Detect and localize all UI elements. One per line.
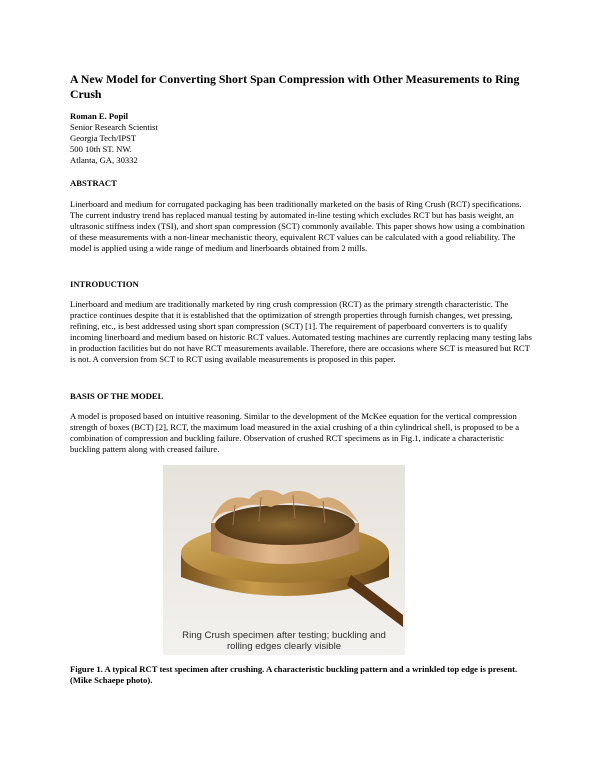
basis-text: A model is proposed based on intuitive reasoning. Similar to the development of the McKee equation for the vertical compression strength of boxes (BCT) [2], RCT, the maximum load measured in the axial crushing of a thin cylindrical shell, is proposed to be a combination of compression and buckling failure. Observation of crushed RCT specimens as in Fig.1, indicate a characteristic buckling pattern along with creased failure.: [70, 411, 520, 455]
rct-specimen-illustration: [163, 465, 405, 655]
photo-caption-line1: Ring Crush specimen after testing; buckling and: [182, 630, 386, 641]
author-affiliation: Georgia Tech/IPST: [70, 133, 137, 143]
introduction-heading: INTRODUCTION: [70, 279, 139, 289]
inner-plate: [215, 505, 355, 545]
author-name: Roman E. Popil: [70, 111, 129, 121]
figure-caption: Figure 1. A typical RCT test specimen after crushing. A characteristic buckling pattern and a wrinkled top edge is present. (Mike Schaepe photo).: [70, 664, 518, 686]
abstract-text: Linerboard and medium for corrugated packaging has been traditionally marketed on the basis of Ring Crush (RCT) specifications. The current industry trend has replaced manual testing by automated in-line testing which excludes RCT but has basis weight, an ultrasonic stiffness index (TSI), and short span compression (SCT) commonly available. This paper shows how using a combination of these measurements with a non-linear mechanistic theory, equivalent RCT values can be calculated with a good reliability. The model is applied using a wide range of medium and linerboards obtained from 2 mills.: [70, 199, 525, 254]
abstract-heading: ABSTRACT: [70, 178, 117, 188]
introduction-text: Linerboard and medium are traditionally marketed by ring crush compression (RCT) as the primary strength characteristic. The practice continues despite that it is established that the optimization of strength properties through furnish changes, wet pressing, refining, etc., is best addressed using short span compression (SCT) [1]. The requirement of paperboard converters is to qualify incoming linerboard and medium based on historic RCT values. Automated testing machines are currently replacing many testing labs in production facilities but do not have RCT measurements available. Therefore, there are occasions where SCT is measured but RCT is not. A conversion from SCT to RCT using available measurements is proposed in this paper.: [70, 299, 532, 365]
author-block: [70, 111, 370, 166]
basis-heading: BASIS OF THE MODEL: [70, 391, 164, 401]
paper-title: A New Model for Converting Short Span Compression with Other Measurements to Ring Crush: [70, 72, 520, 101]
photo-caption-line2: rolling edges clearly visible: [226, 641, 342, 652]
author-position: Senior Research Scientist: [70, 122, 158, 132]
author-street: 500 10th ST. NW.: [70, 144, 132, 154]
author-city: Atlanta, GA, 30332: [70, 155, 138, 165]
figure-photo: [163, 465, 405, 655]
